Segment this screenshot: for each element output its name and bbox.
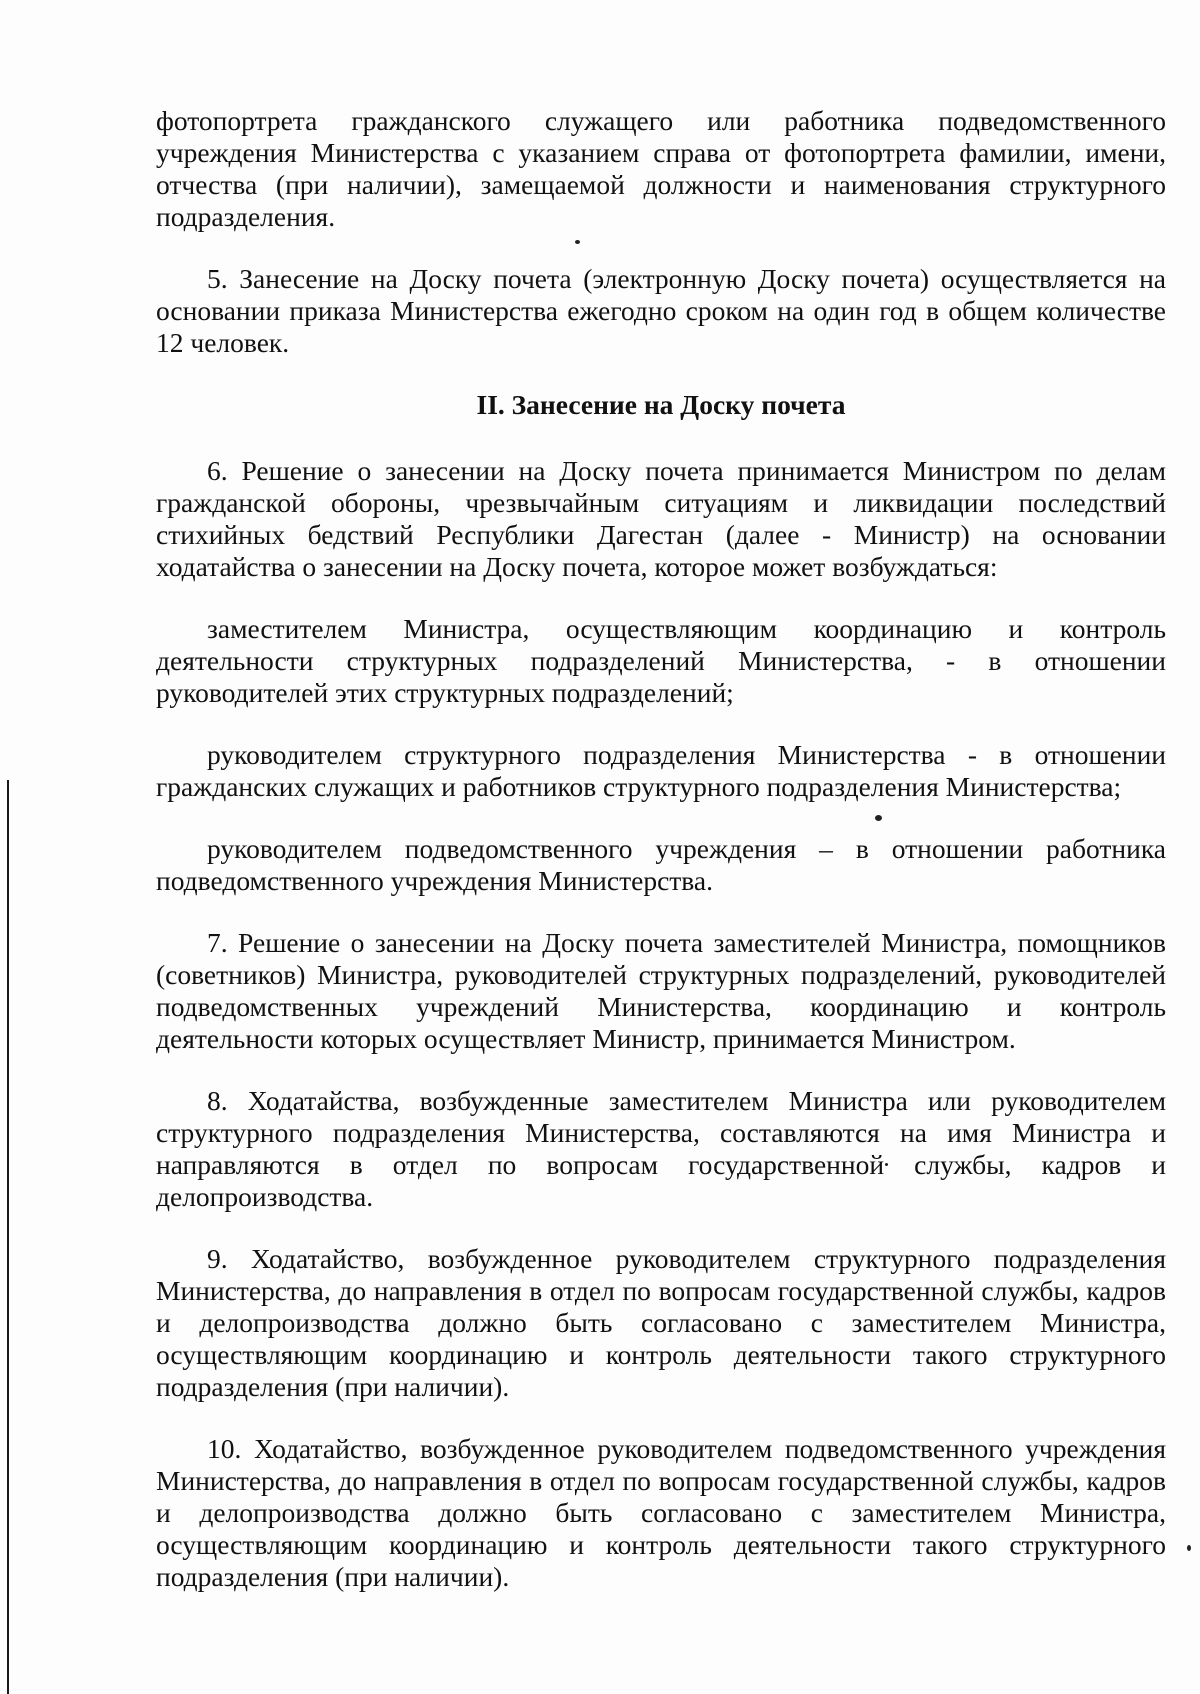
- paragraph-continuation: фотопортрета гражданского служащего или работника подведомственного учреждения Министерства с указанием справа от фотопортрета фамилии, имени, отчества (при наличии), замещаемой должности и наименования структурного подразделения.: [156, 105, 1166, 232]
- paragraph-5: 5. Занесение на Доску почета (электронную Доску почета) осуществляется на основании приказа Министерства ежегодно сроком на один год в общем количестве 12 человек.: [156, 263, 1166, 358]
- section-heading: II. Занесение на Доску почета: [476, 389, 846, 420]
- paragraph-10: 10. Ходатайство, возбужденное руководителем подведомственного учреждения Министерства, до направления в отдел по вопросам государственной службы, кадров и делопроизводства должно быть согласовано с заместителем Министра, осуществляющим координацию и контроль деятельности такого структурного подразделения (при наличии).: [156, 1433, 1166, 1592]
- paragraph-7: 7. Решение о занесении на Доску почета заместителей Министра, помощников (советников) Министра, руководителей структурных подразделений, руководителей подведомственных учреждений Министерства, координацию и контроль деятельности которых осуществляет Министр, принимается Министром.: [156, 927, 1166, 1054]
- paragraph-8: 8. Ходатайства, возбужденные заместителем Министра или руководителем структурного подразделения Министерства, составляются на имя Министра и направляются в отдел по вопросам государственной службы, кадров и делопроизводства.: [156, 1085, 1166, 1212]
- paragraph-6: 6. Решение о занесении на Доску почета принимается Министром по делам гражданской обороны, чрезвычайным ситуациям и ликвидации последствий стихийных бедствий Республики Дагестан (далее - Министр) на основании ходатайства о занесении на Доску почета, которое может возбуждаться:: [156, 455, 1166, 582]
- scan-speck: [1187, 1545, 1191, 1551]
- list-item-deputy-minister: заместителем Министра, осуществляющим координацию и контроль деятельности структурных подразделений Министерства, - в отношении руководителей этих структурных подразделений;: [156, 613, 1166, 708]
- document-body: [156, 105, 1166, 1623]
- list-item-institution-head: руководителем подведомственного учреждения – в отношении работника подведомственного учреждения Министерства.: [156, 833, 1166, 896]
- scan-edge-line: [7, 780, 9, 1694]
- paragraph-9: 9. Ходатайство, возбужденное руководителем структурного подразделения Министерства, до направления в отдел по вопросам государственной службы, кадров и делопроизводства должно быть согласовано с заместителем Министра, осуществляющим координацию и контроль деятельности такого структурного подразделения (при наличии).: [156, 1243, 1166, 1402]
- list-item-unit-head: руководителем структурного подразделения Министерства - в отношении гражданских служащих и работников структурного подразделения Министерства;: [156, 739, 1166, 802]
